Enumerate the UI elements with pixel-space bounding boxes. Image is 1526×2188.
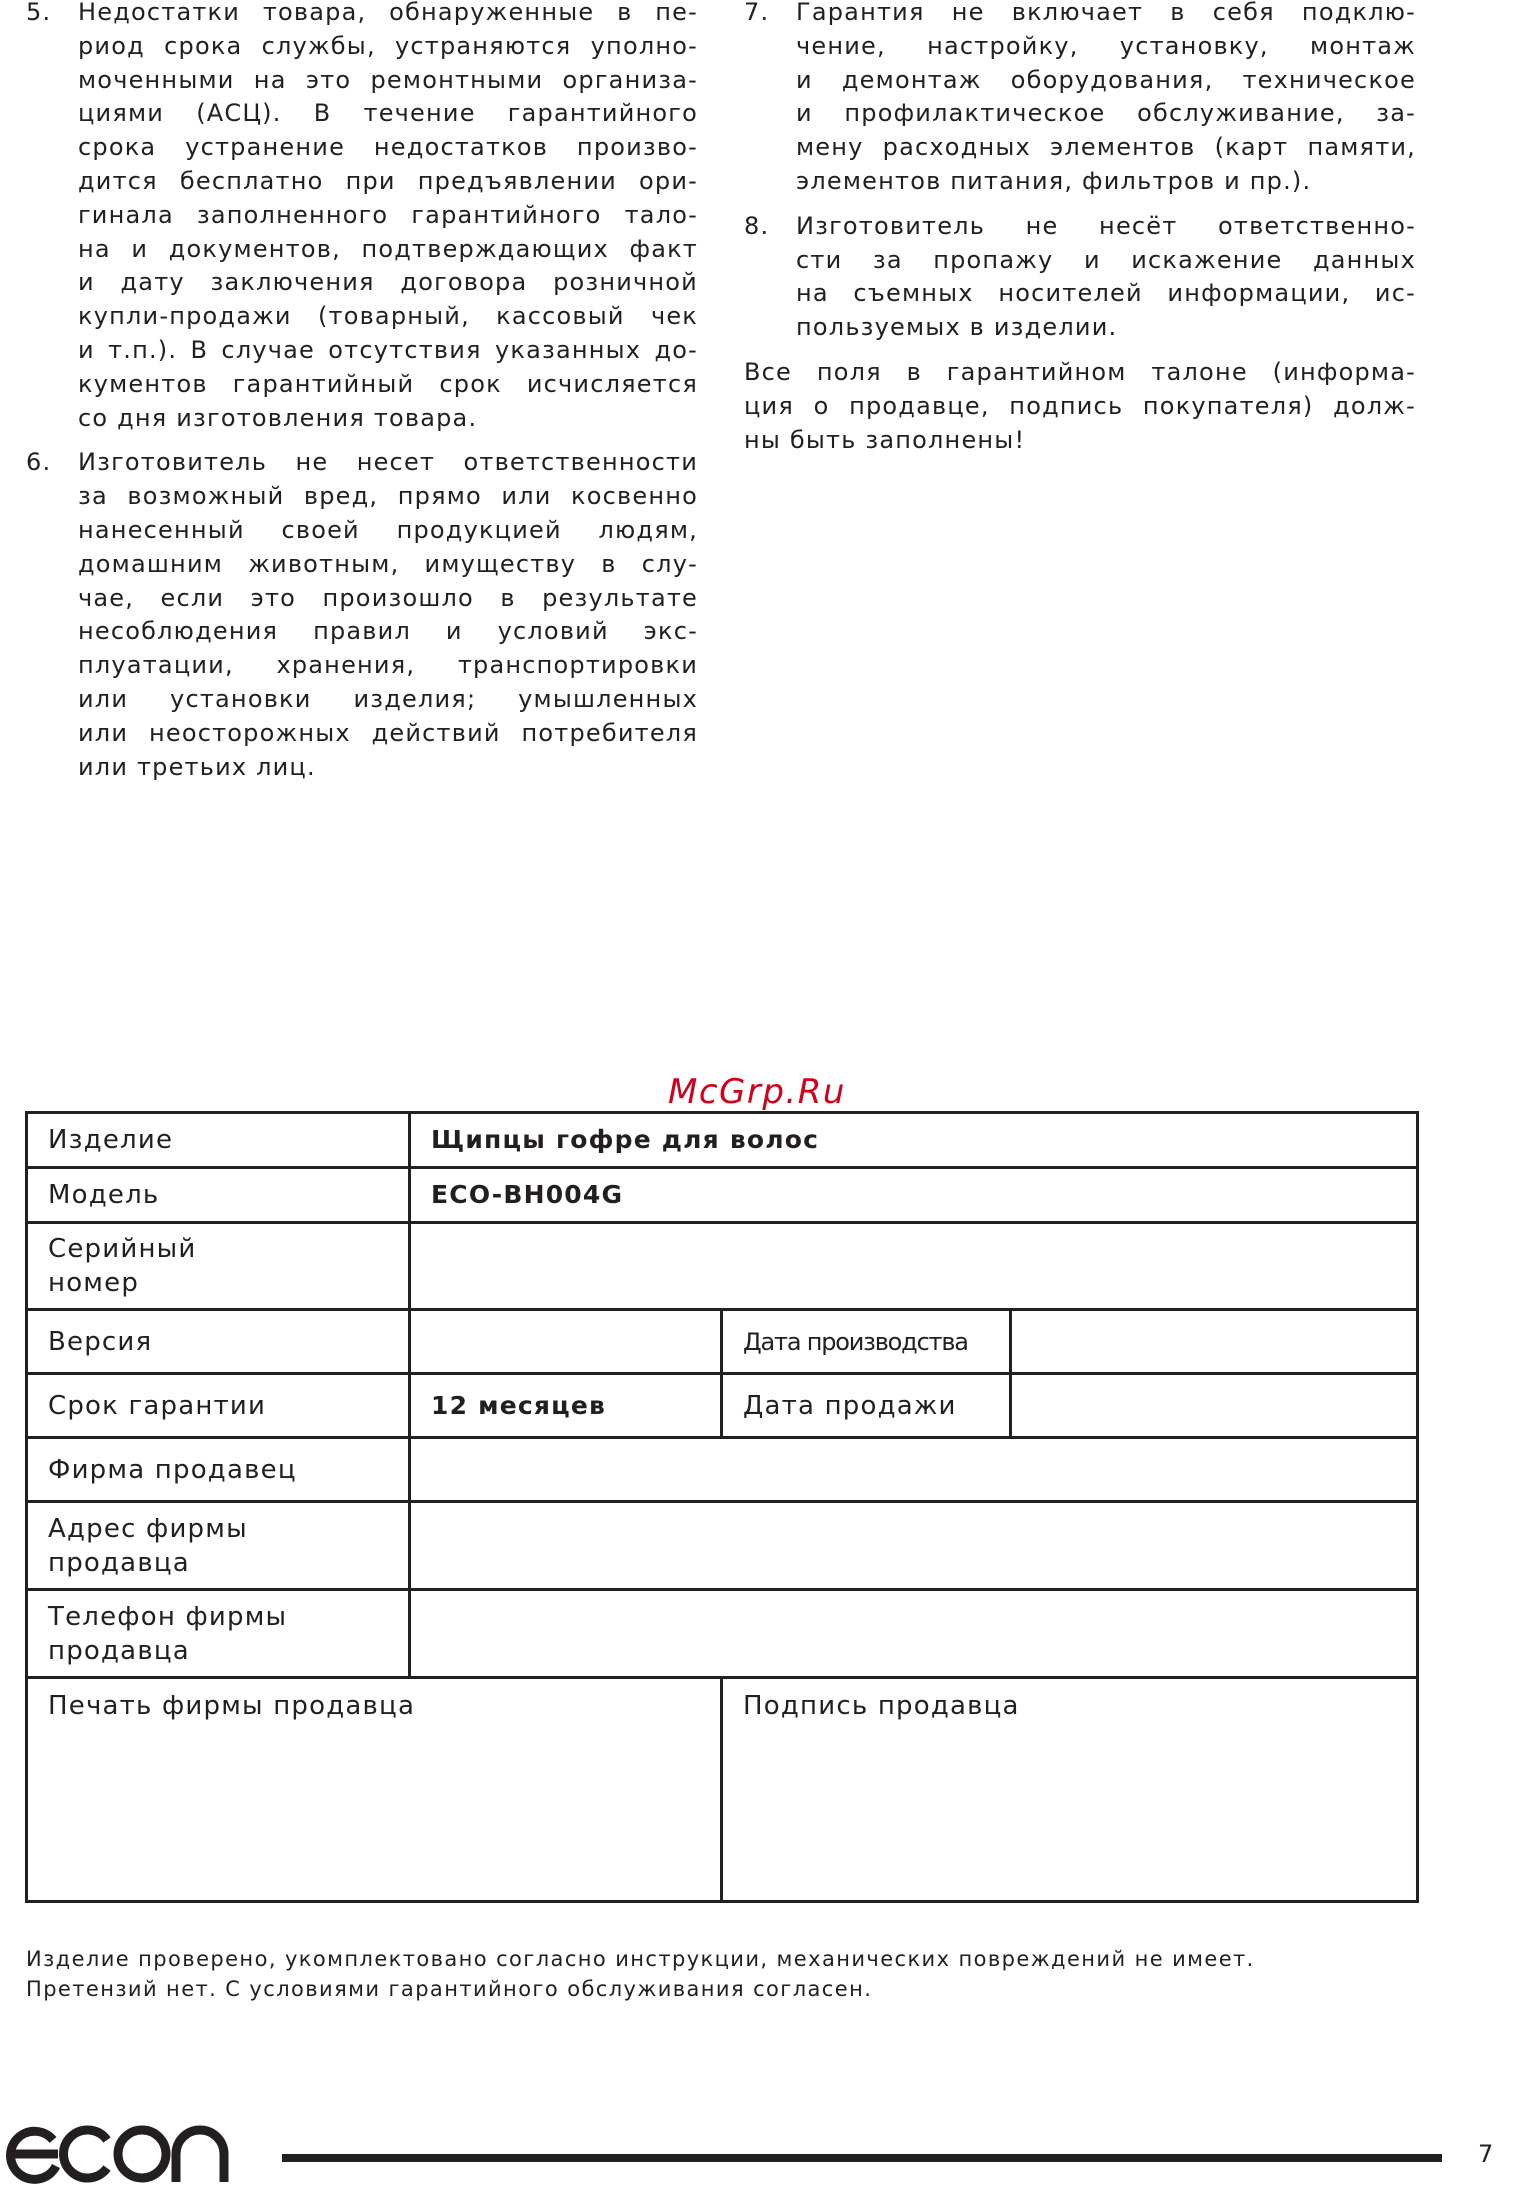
serial-label	[27, 1223, 410, 1310]
text-line: или неосторожных действий потребителя	[78, 718, 698, 747]
clause-number: 5.	[26, 0, 52, 26]
text-line: ция о продавце, подпись покупателя) долж-	[744, 391, 1416, 420]
text-line: нанесенный своей продукцией людям,	[78, 515, 698, 544]
seller-address-label-line1: Адрес фирмы	[48, 1513, 248, 1544]
text-line: сти за пропажу и искажение данных	[796, 245, 1416, 274]
version-row	[27, 1310, 1418, 1374]
text-line: циями (АСЦ). В течение гарантийного	[78, 99, 698, 128]
econ-logo	[0, 2120, 240, 2188]
right-column	[744, 0, 1416, 457]
version-label: Версия	[27, 1310, 410, 1374]
text-line: на съемных носителей информации, ис-	[796, 279, 1416, 308]
text-line: мену расходных элементов (карт памяти,	[796, 133, 1416, 162]
confirmation-line-1: Изделие проверено, укомплектовано согласно инструкции, механических повреждений не имеет.	[26, 1947, 1255, 1971]
warranty-value: 12 месяцев	[410, 1374, 722, 1438]
seller-address-label	[27, 1502, 410, 1590]
text-line: пользуемых в изделии.	[796, 313, 1118, 342]
serial-label-line2: номер	[48, 1268, 140, 1298]
text-line: чае, если это произошло в результате	[78, 583, 698, 612]
production-date-label: Дата производства	[722, 1310, 1011, 1374]
text-line: или установки изделия; умышленных	[78, 684, 698, 713]
serial-label-line1: Серийный	[48, 1234, 197, 1264]
watermark: McGrp.Ru	[668, 1072, 846, 1112]
econ-logo-mark	[0, 2120, 240, 2184]
text-line: несоблюдения правил и условий экс-	[78, 617, 698, 646]
confirmation-line-2: Претензий нет. С условиями гарантийного обслуживания согласен.	[26, 1977, 873, 2001]
seller-label: Фирма продавец	[27, 1438, 410, 1502]
model-value: ECO-BH004G	[410, 1168, 1418, 1223]
text-line: и дату заключения договора розничной	[78, 268, 698, 297]
text-line: Недостатки товара, обнаруженные в пе-	[78, 0, 698, 26]
production-date-field[interactable]	[1011, 1310, 1418, 1374]
warranty-card	[25, 1111, 1419, 1903]
text-line: купли-продажи (товарный, кассовый чек	[78, 302, 698, 331]
text-line: и т.п.). В случае отсутствия указанных до-	[78, 335, 698, 364]
seller-phone-label	[27, 1590, 410, 1678]
stamp-signature-row	[27, 1678, 1418, 1902]
seller-address-field[interactable]	[410, 1502, 1418, 1590]
text-line: на и документов, подтверждающих факт	[78, 234, 698, 263]
text-line: срока устранение недостатков произво-	[78, 133, 698, 162]
clause-text	[796, 0, 1416, 199]
warranty-clause-5	[26, 0, 698, 435]
text-line: гинала заполненного гарантийного тало-	[78, 200, 698, 229]
text-line: плуатации, хранения, транспортировки	[78, 651, 698, 680]
text-line: элементов питания, фильтров и пр.).	[796, 166, 1312, 195]
page-number: 7	[1478, 2140, 1494, 2168]
text-line: и профилактическое обслуживание, за-	[796, 99, 1416, 128]
warranty-clause-6	[26, 446, 698, 784]
serial-row	[27, 1223, 1418, 1310]
warranty-row	[27, 1374, 1418, 1438]
product-label: Изделие	[27, 1113, 410, 1168]
text-line: домашним животным, имуществу в слу-	[78, 549, 698, 578]
text-line: и демонтаж оборудования, техническое	[796, 65, 1416, 94]
clause-number: 7.	[744, 0, 770, 26]
seller-address-row	[27, 1502, 1418, 1590]
footer-rule	[282, 2154, 1442, 2162]
warranty-label: Срок гарантии	[27, 1374, 410, 1438]
brand-name: econ	[0, 2120, 3, 2121]
product-row	[27, 1113, 1418, 1168]
clause-text	[796, 210, 1416, 345]
seller-phone-label-line2: продавца	[48, 1635, 190, 1666]
text-line: дится бесплатно при предъявлении ори-	[78, 166, 698, 195]
warranty-clause-7	[744, 0, 1416, 199]
text-line: моченными на это ремонтными организа-	[78, 65, 698, 94]
text-line: Изготовитель не несёт ответственно-	[796, 211, 1416, 240]
version-value-field[interactable]	[410, 1310, 722, 1374]
clause-number: 6.	[26, 448, 52, 477]
fill-all-fields-note	[744, 356, 1416, 457]
text-line: за возможный вред, прямо или косвенно	[78, 482, 698, 511]
seller-row	[27, 1438, 1418, 1502]
signature-area: Подпись продавца	[722, 1678, 1418, 1902]
clause-number: 8.	[744, 211, 770, 240]
seller-phone-label-line1: Телефон фирмы	[48, 1601, 288, 1632]
clause-text	[78, 0, 698, 435]
text-line: ны быть заполнены!	[744, 425, 1026, 454]
warranty-clause-8	[744, 210, 1416, 345]
confirmation-text	[26, 1944, 1426, 2004]
model-label: Модель	[27, 1168, 410, 1223]
seller-field[interactable]	[410, 1438, 1418, 1502]
clause-text	[78, 446, 698, 784]
seller-phone-field[interactable]	[410, 1590, 1418, 1678]
sale-date-label: Дата продажи	[722, 1374, 1011, 1438]
sale-date-field[interactable]	[1011, 1374, 1418, 1438]
seller-phone-row	[27, 1590, 1418, 1678]
model-row	[27, 1168, 1418, 1223]
text-line: кументов гарантийный срок исчисляется	[78, 369, 698, 398]
text-line: чение, настройку, установку, монтаж	[796, 31, 1416, 60]
text-line: со дня изготовления товара.	[78, 403, 478, 432]
product-value: Щипцы гофре для волос	[410, 1113, 1418, 1168]
seller-address-label-line2: продавца	[48, 1547, 190, 1578]
stamp-area: Печать фирмы продавца	[27, 1678, 722, 1902]
text-line: или третьих лиц.	[78, 752, 316, 781]
left-column	[26, 0, 698, 795]
text-line: риод срока службы, устраняются уполно-	[78, 31, 698, 60]
text-line: Изготовитель не несет ответственности	[78, 448, 698, 477]
text-line: Гарантия не включает в себя подклю-	[796, 0, 1416, 26]
text-line: Все поля в гарантийном талоне (информа-	[744, 357, 1416, 386]
serial-value-field[interactable]	[410, 1223, 1418, 1310]
